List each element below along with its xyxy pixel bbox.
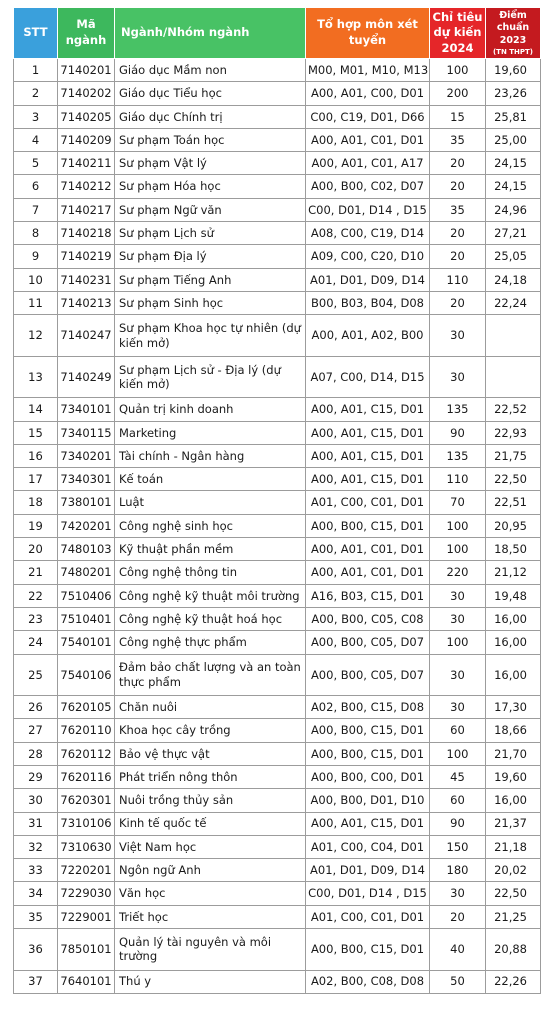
cell-quota: 90 <box>430 812 486 835</box>
cell-cutoff-score: 24,96 <box>486 198 541 221</box>
header-name: Ngành/Nhóm ngành <box>115 8 306 59</box>
cell-major-code: 7480103 <box>58 538 115 561</box>
cell-major-name: Bảo vệ thực vật <box>115 742 306 765</box>
cell-major-name: Chăn nuôi <box>115 696 306 719</box>
cell-cutoff-score: 23,26 <box>486 82 541 105</box>
cell-cutoff-score: 22,50 <box>486 882 541 905</box>
cell-cutoff-score: 24,15 <box>486 152 541 175</box>
cell-subject-combination: A01, D01, D09, D14 <box>306 859 430 882</box>
cell-major-name: Sư phạm Hóa học <box>115 175 306 198</box>
cell-cutoff-score: 16,00 <box>486 631 541 654</box>
cell-subject-combination: A00, B00, C15, D01 <box>306 742 430 765</box>
cell-major-code: 7140219 <box>58 245 115 268</box>
cell-stt: 8 <box>14 222 58 245</box>
cell-stt: 15 <box>14 421 58 444</box>
cell-major-code: 7540106 <box>58 654 115 696</box>
cell-major-code: 7140212 <box>58 175 115 198</box>
cell-cutoff-score: 24,15 <box>486 175 541 198</box>
cell-subject-combination: A00, A01, C15, D01 <box>306 398 430 421</box>
cell-major-code: 7620112 <box>58 742 115 765</box>
table-row <box>14 198 541 221</box>
cell-subject-combination: A02, B00, C08, D08 <box>306 970 430 993</box>
cell-stt: 19 <box>14 514 58 537</box>
header-score-title: Điểm chuẩn 2023 <box>496 9 530 47</box>
cell-quota: 20 <box>430 175 486 198</box>
cell-cutoff-score: 21,25 <box>486 905 541 928</box>
cell-quota: 220 <box>430 561 486 584</box>
table-row <box>14 468 541 491</box>
cell-stt: 17 <box>14 468 58 491</box>
table-row <box>14 929 541 971</box>
cell-subject-combination: A00, A01, C01, D01 <box>306 538 430 561</box>
cell-major-code: 7340101 <box>58 398 115 421</box>
cell-subject-combination: A00, B00, C15, D01 <box>306 929 430 971</box>
cell-quota: 20 <box>430 905 486 928</box>
cell-major-name: Quản lý tài nguyên và môi trường <box>115 929 306 971</box>
cell-major-code: 7620110 <box>58 719 115 742</box>
cell-major-name: Giáo dục Tiểu học <box>115 82 306 105</box>
cell-cutoff-score: 24,18 <box>486 268 541 291</box>
cell-major-code: 7620116 <box>58 765 115 788</box>
cell-major-code: 7140205 <box>58 105 115 128</box>
cell-subject-combination: C00, D01, D14 , D15 <box>306 198 430 221</box>
cell-subject-combination: A00, B00, C05, C08 <box>306 607 430 630</box>
table-row <box>14 82 541 105</box>
cell-quota: 40 <box>430 929 486 971</box>
cell-major-name: Kỹ thuật phần mềm <box>115 538 306 561</box>
cell-cutoff-score: 25,05 <box>486 245 541 268</box>
table-row <box>14 59 541 82</box>
cell-major-code: 7140211 <box>58 152 115 175</box>
cell-major-code: 7340301 <box>58 468 115 491</box>
admission-table-container <box>13 7 540 994</box>
cell-major-name: Công nghệ thông tin <box>115 561 306 584</box>
cell-quota: 20 <box>430 291 486 314</box>
cell-cutoff-score: 25,00 <box>486 128 541 151</box>
cell-major-name: Văn học <box>115 882 306 905</box>
header-combo: Tổ hợp môn xét tuyển <box>306 8 430 59</box>
cell-stt: 12 <box>14 315 58 357</box>
cell-cutoff-score: 16,00 <box>486 789 541 812</box>
cell-quota: 100 <box>430 514 486 537</box>
cell-stt: 34 <box>14 882 58 905</box>
cell-cutoff-score: 22,51 <box>486 491 541 514</box>
cell-major-name: Đảm bảo chất lượng và an toàn thực phẩm <box>115 654 306 696</box>
cell-major-code: 7140201 <box>58 59 115 82</box>
table-row <box>14 584 541 607</box>
cell-major-name: Sư phạm Vật lý <box>115 152 306 175</box>
cell-major-code: 7140249 <box>58 356 115 398</box>
cell-cutoff-score: 18,50 <box>486 538 541 561</box>
cell-subject-combination: A01, C00, C01, D01 <box>306 491 430 514</box>
table-row <box>14 105 541 128</box>
cell-stt: 26 <box>14 696 58 719</box>
cell-cutoff-score: 20,02 <box>486 859 541 882</box>
cell-cutoff-score: 21,37 <box>486 812 541 835</box>
cell-major-code: 7140217 <box>58 198 115 221</box>
table-row <box>14 765 541 788</box>
cell-cutoff-score: 22,50 <box>486 468 541 491</box>
table-row <box>14 268 541 291</box>
cell-major-code: 7310106 <box>58 812 115 835</box>
cell-subject-combination: A00, A01, C15, D01 <box>306 421 430 444</box>
cell-major-code: 7620105 <box>58 696 115 719</box>
cell-major-name: Sư phạm Toán học <box>115 128 306 151</box>
cell-quota: 15 <box>430 105 486 128</box>
cell-major-code: 7640101 <box>58 970 115 993</box>
cell-cutoff-score: 22,24 <box>486 291 541 314</box>
table-row <box>14 538 541 561</box>
table-row <box>14 152 541 175</box>
table-row <box>14 175 541 198</box>
cell-subject-combination: A00, B00, C05, D07 <box>306 654 430 696</box>
cell-quota: 60 <box>430 719 486 742</box>
cell-subject-combination: C00, C19, D01, D66 <box>306 105 430 128</box>
cell-major-name: Thú y <box>115 970 306 993</box>
cell-subject-combination: M00, M01, M10, M13 <box>306 59 430 82</box>
cell-major-code: 7140218 <box>58 222 115 245</box>
cell-quota: 45 <box>430 765 486 788</box>
cell-cutoff-score: 21,18 <box>486 835 541 858</box>
cell-stt: 4 <box>14 128 58 151</box>
table-row <box>14 654 541 696</box>
cell-subject-combination: A00, B00, D01, D10 <box>306 789 430 812</box>
cell-major-name: Luật <box>115 491 306 514</box>
cell-quota: 70 <box>430 491 486 514</box>
table-row <box>14 859 541 882</box>
cell-quota: 30 <box>430 356 486 398</box>
cell-quota: 60 <box>430 789 486 812</box>
cell-subject-combination: A00, A01, C15, D01 <box>306 468 430 491</box>
cell-quota: 110 <box>430 268 486 291</box>
table-row <box>14 696 541 719</box>
header-score-note: (TN THPT) <box>492 48 533 57</box>
table-row <box>14 882 541 905</box>
cell-cutoff-score: 16,00 <box>486 654 541 696</box>
table-row <box>14 491 541 514</box>
cell-cutoff-score <box>486 315 541 357</box>
cell-major-name: Ngôn ngữ Anh <box>115 859 306 882</box>
table-row <box>14 514 541 537</box>
cell-stt: 25 <box>14 654 58 696</box>
cell-major-name: Việt Nam học <box>115 835 306 858</box>
cell-subject-combination: A16, B03, C15, D01 <box>306 584 430 607</box>
cell-major-name: Giáo dục Mầm non <box>115 59 306 82</box>
cell-subject-combination: A00, A01, C01, D01 <box>306 128 430 151</box>
cell-cutoff-score: 19,48 <box>486 584 541 607</box>
cell-major-code: 7140209 <box>58 128 115 151</box>
cell-quota: 100 <box>430 742 486 765</box>
cell-major-code: 7850101 <box>58 929 115 971</box>
cell-major-name: Marketing <box>115 421 306 444</box>
cell-major-code: 7220201 <box>58 859 115 882</box>
table-row <box>14 356 541 398</box>
cell-stt: 10 <box>14 268 58 291</box>
cell-major-name: Sư phạm Lịch sử - Địa lý (dự kiến mở) <box>115 356 306 398</box>
table-row <box>14 905 541 928</box>
header-code: Mã ngành <box>58 8 115 59</box>
cell-subject-combination: A00, A01, C01, D01 <box>306 561 430 584</box>
cell-major-name: Công nghệ kỹ thuật môi trường <box>115 584 306 607</box>
cell-quota: 20 <box>430 152 486 175</box>
cell-major-code: 7340201 <box>58 444 115 467</box>
cell-major-name: Quản trị kinh doanh <box>115 398 306 421</box>
header-stt: STT <box>14 8 58 59</box>
cell-cutoff-score: 22,52 <box>486 398 541 421</box>
table-row <box>14 222 541 245</box>
cell-subject-combination: A00, A01, A02, B00 <box>306 315 430 357</box>
cell-major-name: Công nghệ kỹ thuật hoá học <box>115 607 306 630</box>
cell-subject-combination: A00, A01, C15, D01 <box>306 812 430 835</box>
table-row <box>14 561 541 584</box>
cell-cutoff-score: 19,60 <box>486 59 541 82</box>
cell-quota: 20 <box>430 245 486 268</box>
cell-major-name: Phát triển nông thôn <box>115 765 306 788</box>
cell-major-code: 7380101 <box>58 491 115 514</box>
cell-major-code: 7140202 <box>58 82 115 105</box>
table-row <box>14 835 541 858</box>
cell-major-name: Nuôi trồng thủy sản <box>115 789 306 812</box>
cell-stt: 33 <box>14 859 58 882</box>
cell-cutoff-score: 20,95 <box>486 514 541 537</box>
cell-major-name: Tài chính - Ngân hàng <box>115 444 306 467</box>
cell-major-name: Khoa học cây trồng <box>115 719 306 742</box>
cell-stt: 29 <box>14 765 58 788</box>
cell-major-name: Công nghệ thực phẩm <box>115 631 306 654</box>
cell-stt: 31 <box>14 812 58 835</box>
cell-subject-combination: A00, B00, C02, D07 <box>306 175 430 198</box>
table-row <box>14 444 541 467</box>
table-row <box>14 607 541 630</box>
admission-table <box>13 7 541 994</box>
cell-major-code: 7140247 <box>58 315 115 357</box>
cell-major-code: 7229030 <box>58 882 115 905</box>
cell-major-code: 7510406 <box>58 584 115 607</box>
cell-subject-combination: A08, C00, C19, D14 <box>306 222 430 245</box>
cell-subject-combination: A02, B00, C15, D08 <box>306 696 430 719</box>
cell-cutoff-score: 20,88 <box>486 929 541 971</box>
cell-quota: 50 <box>430 970 486 993</box>
cell-cutoff-score: 22,93 <box>486 421 541 444</box>
table-row <box>14 789 541 812</box>
cell-major-code: 7540101 <box>58 631 115 654</box>
cell-cutoff-score: 21,70 <box>486 742 541 765</box>
cell-major-name: Sư phạm Khoa học tự nhiên (dự kiến mở) <box>115 315 306 357</box>
cell-quota: 30 <box>430 584 486 607</box>
cell-major-code: 7340115 <box>58 421 115 444</box>
cell-quota: 150 <box>430 835 486 858</box>
cell-major-name: Kinh tế quốc tế <box>115 812 306 835</box>
cell-stt: 28 <box>14 742 58 765</box>
header-row <box>14 8 541 59</box>
cell-quota: 30 <box>430 696 486 719</box>
cell-subject-combination: B00, B03, B04, D08 <box>306 291 430 314</box>
cell-major-code: 7310630 <box>58 835 115 858</box>
cell-major-code: 7229001 <box>58 905 115 928</box>
cell-quota: 30 <box>430 882 486 905</box>
cell-cutoff-score: 16,00 <box>486 607 541 630</box>
cell-stt: 32 <box>14 835 58 858</box>
cell-major-name: Kế toán <box>115 468 306 491</box>
cell-stt: 27 <box>14 719 58 742</box>
cell-stt: 7 <box>14 198 58 221</box>
header-quota: Chỉ tiêu dự kiến 2024 <box>430 8 486 59</box>
cell-major-name: Triết học <box>115 905 306 928</box>
cell-subject-combination: A00, A01, C01, A17 <box>306 152 430 175</box>
cell-major-code: 7620301 <box>58 789 115 812</box>
cell-major-name: Giáo dục Chính trị <box>115 105 306 128</box>
cell-stt: 1 <box>14 59 58 82</box>
cell-quota: 110 <box>430 468 486 491</box>
cell-quota: 135 <box>430 398 486 421</box>
header-score <box>486 8 541 59</box>
cell-quota: 100 <box>430 59 486 82</box>
cell-major-code: 7510401 <box>58 607 115 630</box>
cell-major-code: 7140213 <box>58 291 115 314</box>
cell-stt: 36 <box>14 929 58 971</box>
table-row <box>14 719 541 742</box>
cell-subject-combination: A01, D01, D09, D14 <box>306 268 430 291</box>
table-body <box>14 59 541 994</box>
cell-cutoff-score: 21,75 <box>486 444 541 467</box>
cell-quota: 90 <box>430 421 486 444</box>
cell-major-code: 7480201 <box>58 561 115 584</box>
table-row <box>14 245 541 268</box>
table-row <box>14 421 541 444</box>
cell-subject-combination: A00, B00, C15, D01 <box>306 514 430 537</box>
cell-stt: 20 <box>14 538 58 561</box>
cell-cutoff-score: 25,81 <box>486 105 541 128</box>
cell-stt: 14 <box>14 398 58 421</box>
cell-quota: 180 <box>430 859 486 882</box>
cell-subject-combination: C00, D01, D14 , D15 <box>306 882 430 905</box>
cell-major-code: 7420201 <box>58 514 115 537</box>
cell-stt: 23 <box>14 607 58 630</box>
cell-stt: 13 <box>14 356 58 398</box>
cell-stt: 16 <box>14 444 58 467</box>
cell-stt: 5 <box>14 152 58 175</box>
cell-quota: 20 <box>430 222 486 245</box>
cell-stt: 22 <box>14 584 58 607</box>
cell-major-name: Sư phạm Địa lý <box>115 245 306 268</box>
cell-major-name: Sư phạm Lịch sử <box>115 222 306 245</box>
table-row <box>14 315 541 357</box>
cell-stt: 3 <box>14 105 58 128</box>
cell-cutoff-score: 27,21 <box>486 222 541 245</box>
cell-stt: 2 <box>14 82 58 105</box>
cell-quota: 200 <box>430 82 486 105</box>
cell-stt: 30 <box>14 789 58 812</box>
table-row <box>14 398 541 421</box>
cell-cutoff-score: 19,60 <box>486 765 541 788</box>
cell-quota: 100 <box>430 538 486 561</box>
table-row <box>14 631 541 654</box>
cell-quota: 135 <box>430 444 486 467</box>
cell-quota: 30 <box>430 315 486 357</box>
table-row <box>14 291 541 314</box>
cell-major-name: Sư phạm Ngữ văn <box>115 198 306 221</box>
cell-subject-combination: A01, C00, C04, D01 <box>306 835 430 858</box>
cell-cutoff-score: 21,12 <box>486 561 541 584</box>
cell-subject-combination: A07, C00, D14, D15 <box>306 356 430 398</box>
cell-quota: 30 <box>430 607 486 630</box>
cell-subject-combination: A00, B00, C00, D01 <box>306 765 430 788</box>
table-header <box>14 8 541 59</box>
cell-major-name: Sư phạm Sinh học <box>115 291 306 314</box>
cell-major-name: Sư phạm Tiếng Anh <box>115 268 306 291</box>
cell-stt: 24 <box>14 631 58 654</box>
cell-cutoff-score: 22,26 <box>486 970 541 993</box>
cell-stt: 37 <box>14 970 58 993</box>
cell-subject-combination: A00, B00, C05, D07 <box>306 631 430 654</box>
cell-stt: 9 <box>14 245 58 268</box>
cell-subject-combination: A00, B00, C15, D01 <box>306 719 430 742</box>
table-row <box>14 742 541 765</box>
cell-stt: 18 <box>14 491 58 514</box>
cell-subject-combination: A01, C00, C01, D01 <box>306 905 430 928</box>
cell-quota: 30 <box>430 654 486 696</box>
cell-stt: 6 <box>14 175 58 198</box>
cell-subject-combination: A00, A01, C00, D01 <box>306 82 430 105</box>
cell-cutoff-score: 18,66 <box>486 719 541 742</box>
cell-stt: 35 <box>14 905 58 928</box>
cell-major-code: 7140231 <box>58 268 115 291</box>
cell-cutoff-score: 17,30 <box>486 696 541 719</box>
cell-subject-combination: A00, A01, C15, D01 <box>306 444 430 467</box>
cell-stt: 21 <box>14 561 58 584</box>
table-row <box>14 970 541 993</box>
cell-subject-combination: A09, C00, C20, D10 <box>306 245 430 268</box>
table-row <box>14 812 541 835</box>
cell-quota: 35 <box>430 198 486 221</box>
cell-quota: 35 <box>430 128 486 151</box>
cell-cutoff-score <box>486 356 541 398</box>
cell-major-name: Công nghệ sinh học <box>115 514 306 537</box>
cell-stt: 11 <box>14 291 58 314</box>
cell-quota: 100 <box>430 631 486 654</box>
table-row <box>14 128 541 151</box>
